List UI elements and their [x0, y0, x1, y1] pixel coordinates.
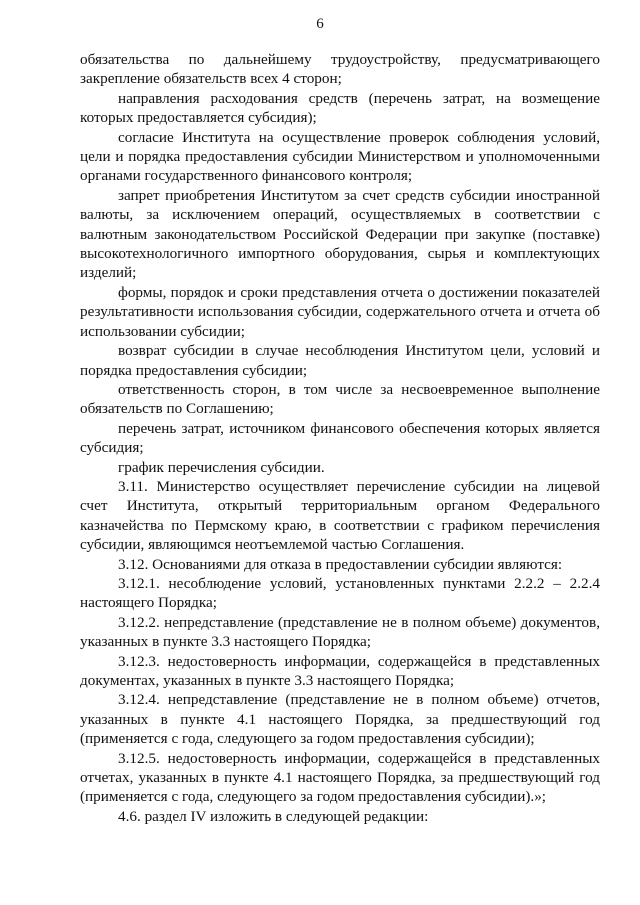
paragraph: ответственность сторон, в том числе за несвоевременное выполнение обязательств по Соглашению; — [80, 380, 600, 418]
paragraph: 3.12.3. недостоверность информации, содержащейся в представленных документах, указанных в пункте 3.3 настоящего Порядка; — [80, 652, 600, 689]
paragraph: запрет приобретения Институтом за счет средств субсидии иностранной валюты, за исключением операций, осуществляемых в соответствии с валютным законодательством Российской Федерации при закупке (поставке) высокотехнологичного импортного оборудования, сырья и комплектующих изделий; — [80, 186, 600, 282]
paragraph: перечень затрат, источником финансового обеспечения которых является субсидия; — [80, 419, 600, 457]
paragraph: 4.6. раздел IV изложить в следующей редакции: — [118, 807, 429, 825]
paragraph: обязательства по дальнейшему трудоустройству, предусматривающего закрепление обязательств всех 4 сторон; — [80, 51, 600, 88]
paragraph: 3.12. Основаниями для отказа в предоставлении субсидии являются: — [118, 555, 563, 573]
document-body — [80, 50, 600, 826]
paragraph: 3.11. Министерство осуществляет перечисление субсидии на лицевой счет Института, открытый территориальным органом Федерального казначейства по Пермскому краю, в соответствии с графиком перечисления субсидии, являющимся неотъемлемой частью Соглашения. — [80, 477, 600, 554]
paragraph: согласие Института на осуществление проверок соблюдения условий, цели и порядка предоставления субсидии Министерством и уполномоченными органами государственного финансового контроля; — [80, 128, 600, 185]
paragraph: формы, порядок и сроки представления отчета о достижении показателей результативности использования субсидии, содержательного отчета и отчета об использовании субсидии; — [80, 283, 600, 340]
paragraph: направления расходования средств (перечень затрат, на возмещение которых предоставляется субсидия); — [80, 89, 600, 127]
paragraph: возврат субсидии в случае несоблюдения Институтом цели, условий и порядка предоставления субсидии; — [80, 342, 600, 379]
paragraph: график перечисления субсидии. — [118, 458, 325, 476]
paragraph: 3.12.1. несоблюдение условий, установленных пунктами 2.2.2 – 2.2.4 настоящего Порядка; — [80, 574, 600, 612]
paragraph: 3.12.4. непредставление (представление не в полном объеме) отчетов, указанных в пункте 4.1 настоящего Порядка, за предшествующий год (применяется с года, следующего за годом предоставления субсидии); — [80, 691, 600, 748]
page-number: 6 — [316, 16, 324, 32]
paragraph: 3.12.5. недостоверность информации, содержащейся в представленных отчетах, указанных в пункте 4.1 настоящего Порядка, за предшествующий год (применяется с года, следующего за годом предоставления субсидии).»; — [80, 749, 600, 806]
paragraph: 3.12.2. непредставление (представление не в полном объеме) документов, указанных в пункте 3.3 настоящего Порядка; — [80, 613, 600, 651]
